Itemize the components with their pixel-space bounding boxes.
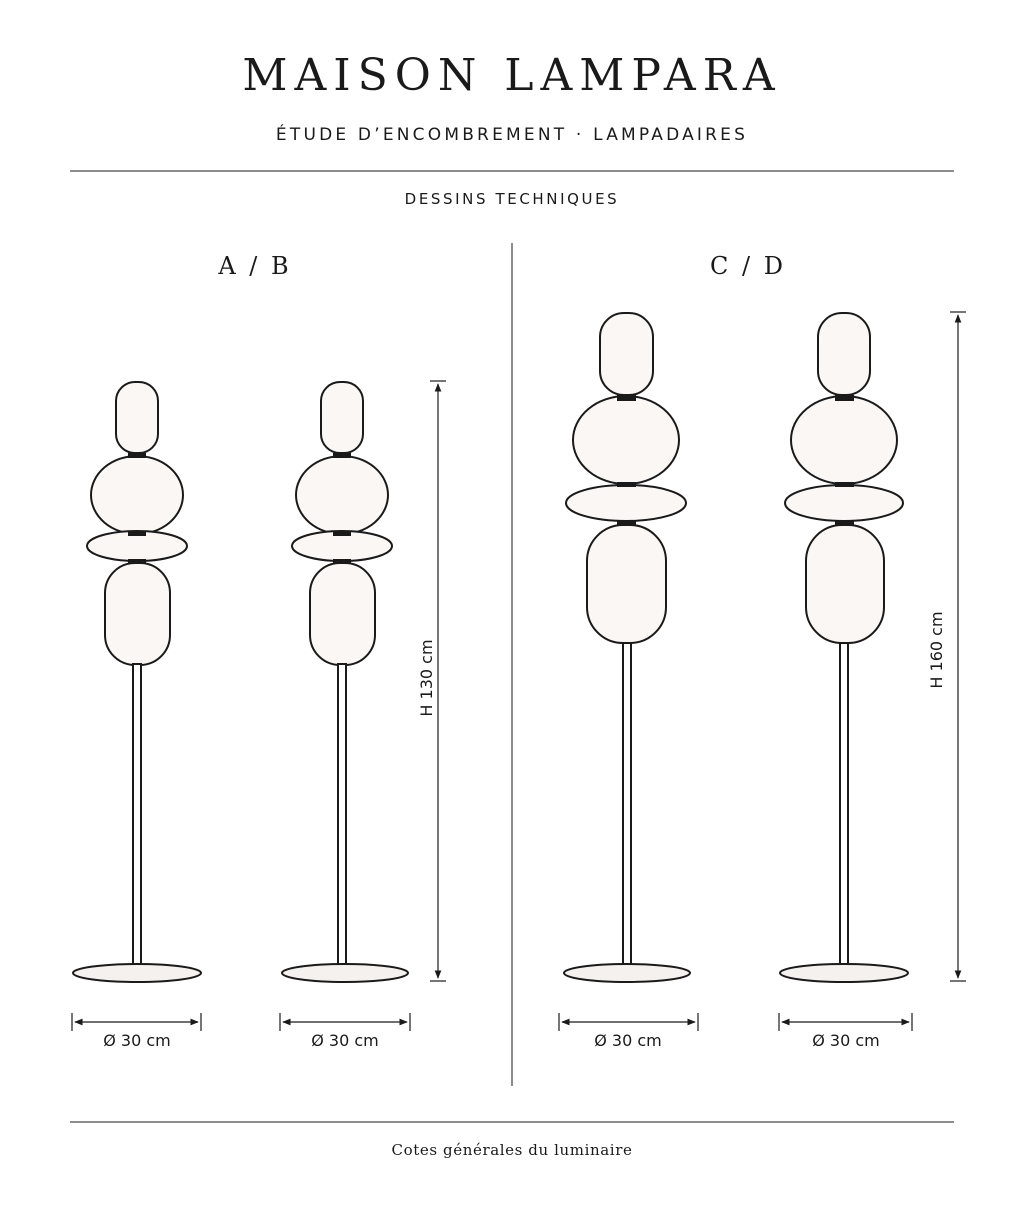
diameter-label-c: Ø 30 cm [594, 1031, 662, 1050]
diameter-label-d: Ø 30 cm [812, 1031, 880, 1050]
footer-caption: Cotes générales du luminaire [391, 1141, 633, 1159]
diameter-dimension-d [779, 1013, 912, 1031]
page-subtitle: ÉTUDE D’ENCOMBREMENT · LAMPADAIRES [275, 125, 749, 145]
diameter-dimension-c [559, 1013, 698, 1031]
diameter-label-a: Ø 30 cm [103, 1031, 171, 1050]
lamp-b [282, 382, 408, 982]
lamp-d [780, 313, 908, 982]
height-dimension-cd [950, 312, 966, 981]
group-label-ab: A / B [218, 252, 292, 280]
lamp-c [564, 313, 690, 982]
height-label-cd: H 160 cm [927, 611, 946, 689]
lamp-a [73, 382, 201, 982]
brand-title: MAISON LAMPARA [242, 50, 782, 101]
diameter-dimension-a [72, 1013, 201, 1031]
section-title: DESSINS TECHNIQUES [404, 190, 620, 208]
height-label-ab: H 130 cm [417, 639, 436, 717]
group-label-cd: C / D [710, 252, 786, 280]
diameter-dimension-b [280, 1013, 410, 1031]
diameter-label-b: Ø 30 cm [311, 1031, 379, 1050]
